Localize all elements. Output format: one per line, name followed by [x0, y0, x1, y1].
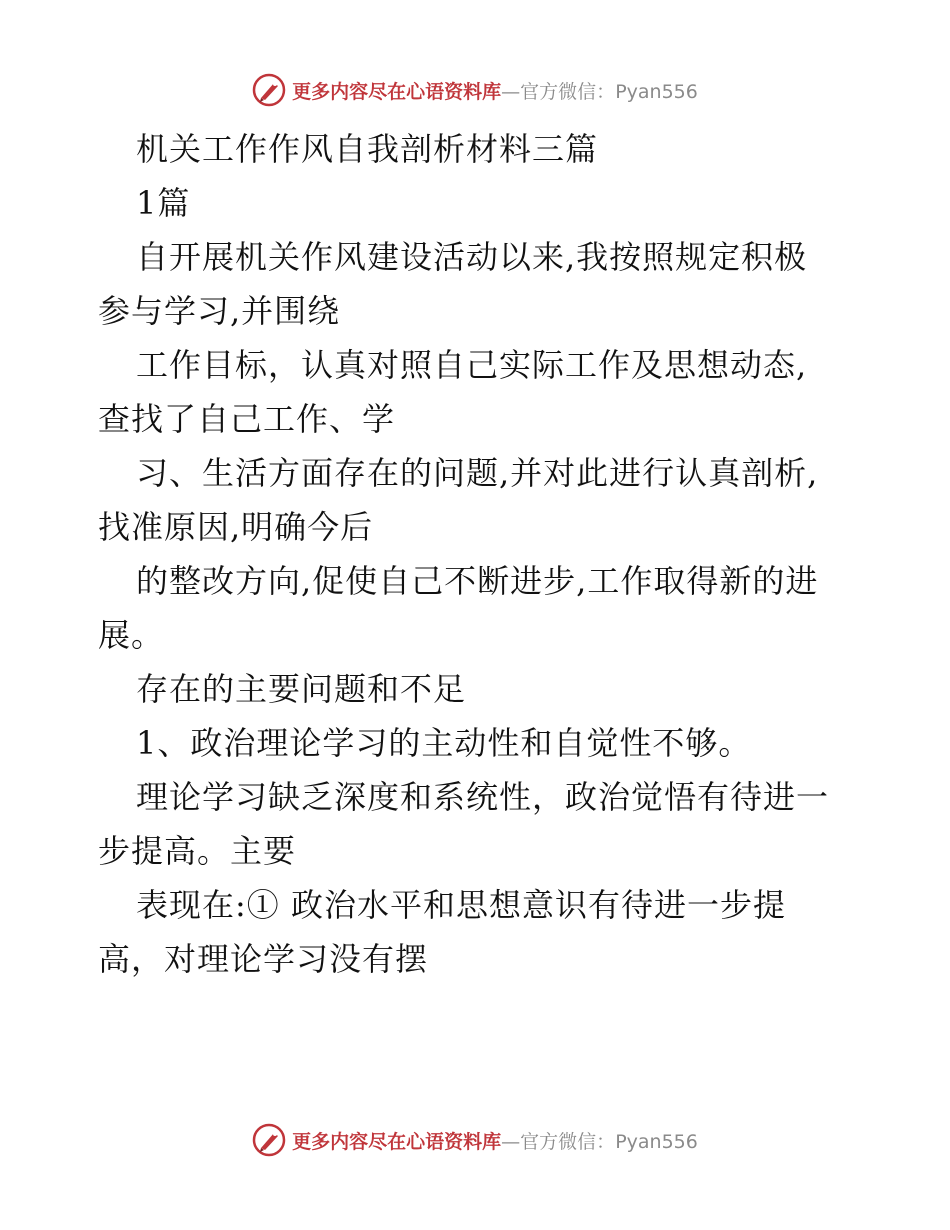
paragraph-line: 参与学习,并围绕	[98, 292, 341, 330]
footer-site-text: 更多内容尽在心语资料库	[292, 1130, 502, 1153]
paragraph-line: 工作目标，认真对照自己实际工作及思想动态,	[136, 346, 808, 384]
footer-banner-text	[292, 1127, 698, 1154]
header-wechat-id: Pyan556	[615, 80, 698, 103]
paragraph-line: 展。	[98, 616, 165, 654]
list-item: 1、政治理论学习的主动性和自觉性不够。	[136, 724, 752, 762]
footer-banner	[0, 1120, 950, 1160]
footer-wechat-label: 官方微信：	[520, 1130, 616, 1153]
header-banner-text	[292, 77, 698, 104]
footer-separator: —	[501, 1130, 521, 1153]
document-body	[98, 122, 858, 986]
paragraph-line: 理论学习缺乏深度和系统性，政治觉悟有待进一	[136, 778, 830, 816]
section-heading: 存在的主要问题和不足	[136, 670, 467, 708]
paragraph-line: 步提高。主要	[98, 832, 297, 870]
header-banner	[0, 70, 950, 110]
paragraph-line: 表现在:① 政治水平和思想意识有待进一步提	[136, 886, 786, 924]
paragraph-line: 自开展机关作风建设活动以来,我按照规定积极	[136, 238, 808, 276]
paragraph-line: 习、生活方面存在的问题,并对此进行认真剖析,	[136, 454, 819, 492]
header-wechat-label: 官方微信：	[520, 80, 616, 103]
paragraph-line: 找准原因,明确今后	[98, 508, 374, 546]
paragraph-line: 查找了自己工作、学	[98, 400, 396, 438]
document-title: 机关工作作风自我剖析材料三篇	[136, 130, 599, 168]
header-separator: —	[501, 80, 521, 103]
header-site-text: 更多内容尽在心语资料库	[292, 80, 502, 103]
pen-logo-icon	[252, 1123, 286, 1157]
pen-logo-icon	[252, 73, 286, 107]
footer-wechat-id: Pyan556	[615, 1130, 698, 1153]
paragraph-line: 高，对理论学习没有摆	[98, 940, 429, 978]
paragraph-line: 的整改方向,促使自己不断进步,工作取得新的进	[136, 562, 819, 600]
section-heading: 1篇	[136, 184, 191, 222]
